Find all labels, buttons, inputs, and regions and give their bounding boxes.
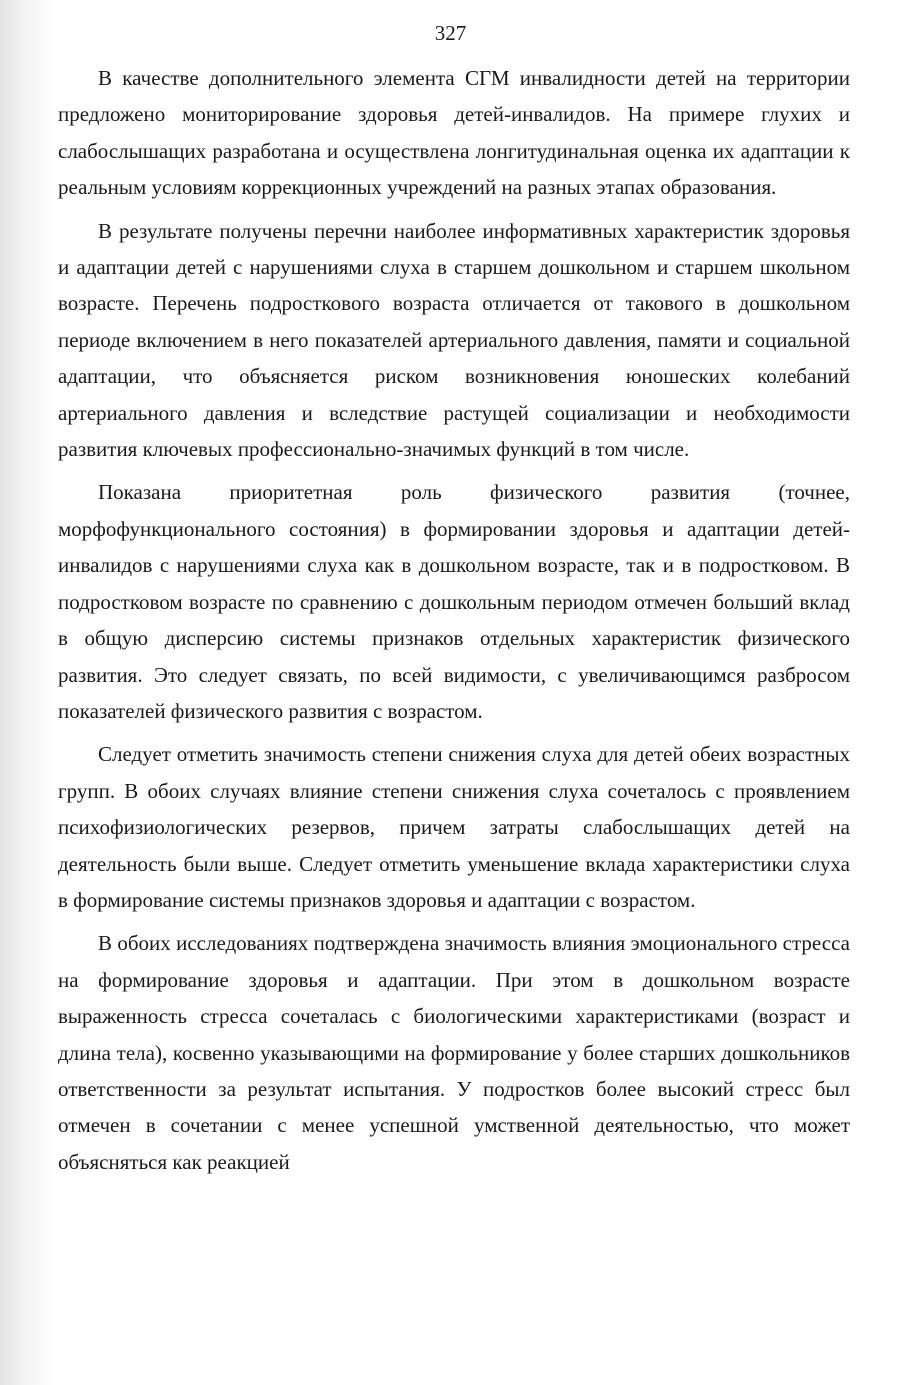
paragraph-1: В качестве дополнительного элемента СГМ инвалидности детей на территории предложено мониторирование здоровья детей-инвалидов. На примере глухих и слабослышащих разработана и осуществлена лонгитудинальная оценка их адаптации к реальным условиям коррекционных учреждений на разных этапах образования. (58, 66, 850, 200)
body-text (58, 60, 850, 1187)
paragraph-4: Следует отметить значимость степени снижения слуха для детей обеих возрастных групп. В обоих случаях влияние степени снижения слуха сочеталось с проявлением психофизиологических резервов, причем затраты слабослышащих детей на деятельность были выше. Следует отметить уменьшение вклада характеристики слуха в формирование системы признаков здоровья и адаптации с возрастом. (58, 742, 850, 912)
paragraph-2: В результате получены перечни наиболее информативных характеристик здоровья и адаптации детей с нарушениями слуха в старшем дошкольном и старшем школьном возрасте. Перечень подросткового возраста отличается от такового в дошкольном периоде включением в него показателей артериального давления, памяти и социальной адаптации, что объясняется риском возникновения юношеских колебаний артериального давления и вследствие растущей социализации и необходимости развития ключевых профессионально-значимых функций в том числе. (58, 218, 850, 462)
page-number: 327 (434, 21, 467, 45)
paragraph-3: Показана приоритетная роль физического развития (точнее, морфофункционального состояния) в формировании здоровья и адаптации детей-инвалидов с нарушениями слуха как в дошкольном возрасте, так и в подростковом. В подростковом возрасте по сравнению с дошкольным периодом отмечен больший вклад в общую дисперсию системы признаков отдельных характеристик физического развития. Это следует связать, по всей видимости, с увеличивающимся разбросом показателей физического развития с возрастом. (58, 480, 850, 723)
scan-edge-shadow (0, 0, 55, 1385)
paragraph-5: В обоих исследованиях подтверждена значимость влияния эмоционального стресса на формирование здоровья и адаптации. При этом в дошкольном возрасте выраженность стресса сочеталась с биологическими характеристиками (возраст и длина тела), косвенно указывающими на формирование у более старших дошкольников ответственности за результат испытания. У подростков более высокий стресс был отмечен в сочетании с менее успешной умственной деятельностью, что может объясняться как реакцией (58, 931, 850, 1174)
